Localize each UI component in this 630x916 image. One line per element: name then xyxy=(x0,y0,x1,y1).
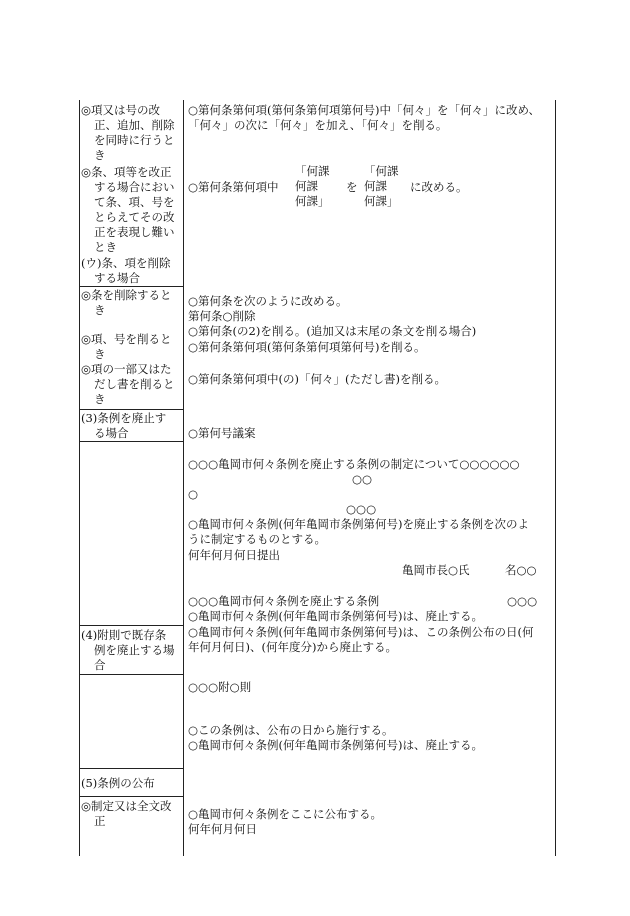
heading-text: ◎条、項等を改正する場合において条、項、号をとらえてその改正を表現し難いとき xyxy=(81,165,175,254)
repeal-title: ○○○亀岡市何々条例を廃止する条例 xyxy=(188,594,380,608)
heading-text: ◎条を削除するとき xyxy=(81,288,172,317)
bill-mayor-name: 名○○ xyxy=(505,563,537,577)
heading-hard-to-express xyxy=(81,165,177,255)
delete-instruction-line: ○第何条(の2)を削る。(追加又は末尾の条文を削る場合) xyxy=(188,324,477,338)
heading-promulgation xyxy=(81,776,177,791)
to-line: 何課」 xyxy=(364,194,399,208)
amend-table-to xyxy=(364,164,399,209)
promulgation-date: 何年何月何日 xyxy=(188,822,257,836)
amend-table-from xyxy=(295,164,330,209)
heading-delete-item xyxy=(81,332,177,362)
table-right-border xyxy=(555,100,556,856)
heading-text: (ウ)条、項を削除する場合 xyxy=(81,256,171,285)
to-line: 何課 xyxy=(364,179,387,193)
amend-instruction-line: ○第何条第何項(第何条第何項第何号)中「何々」を「何々」に改め、 xyxy=(188,103,541,117)
row-divider xyxy=(79,674,184,675)
heading-delete-article-when xyxy=(81,288,177,318)
bill-number: ○第何号議案 xyxy=(188,426,256,440)
amend-instruction-line: 「何々」の次に「何々」を加え、「何々」を削る。 xyxy=(188,118,448,132)
amend-table-wo: を xyxy=(346,180,358,194)
amend-table-suffix: に改める。 xyxy=(410,180,468,194)
delete-instruction-line: ○第何条を次のように改める。 xyxy=(188,294,348,308)
row-divider xyxy=(79,409,184,410)
supplementary-repeal-line: 年何月何日)、(何年度分)から廃止する。 xyxy=(188,640,397,654)
heading-text: (4)附則で既存条例を廃止する場合 xyxy=(81,628,175,672)
from-line: 何課」 xyxy=(295,194,330,208)
bill-marker-center: ○○○ xyxy=(346,502,377,516)
repeal-body: ○亀岡市何々条例(何年亀岡市条例第何号)は、廃止する。 xyxy=(188,609,484,623)
bill-marker: ○ xyxy=(188,487,199,501)
heading-repeal-by-supplementary xyxy=(81,628,177,673)
delete-instruction-line: ○第何条第何項(第何条第何項第何号)を削る。 xyxy=(188,340,426,354)
bill-body-line: ○亀岡市何々条例(何年亀岡市条例第何号)を廃止する条例を次のよ xyxy=(188,517,530,531)
row-divider xyxy=(79,441,184,442)
heading-text: (5)条例の公布 xyxy=(81,776,155,790)
heading-enactment xyxy=(81,799,177,829)
repeal-title-marker: ○○○ xyxy=(507,594,538,608)
bill-body-line: うに制定するものとする。 xyxy=(188,532,326,546)
row-divider xyxy=(79,625,184,626)
heading-delete-article xyxy=(81,256,177,286)
table-column-divider xyxy=(183,100,184,856)
row-divider xyxy=(79,286,184,287)
to-line: 「何課 xyxy=(364,164,399,178)
heading-delete-proviso xyxy=(81,362,177,407)
amend-table-prefix: ○第何条第何項中 xyxy=(188,180,279,194)
supplementary-heading: ○○○附○則 xyxy=(188,680,252,694)
heading-text: ◎項又は号の改正、追加、削除を同時に行うとき xyxy=(81,103,175,162)
table-left-border xyxy=(79,100,80,856)
bill-mayor: 亀岡市長○氏 xyxy=(402,563,470,577)
from-line: 何課 xyxy=(295,179,318,193)
row-divider xyxy=(79,768,184,769)
from-line: 「何課 xyxy=(295,164,330,178)
heading-text: ◎項、号を削るとき xyxy=(81,332,172,361)
delete-instruction-line: ○第何条第何項中(の)「何々」(ただし書)を削る。 xyxy=(188,372,446,386)
delete-instruction-line: 第何条○削除 xyxy=(188,309,256,323)
bill-title-cont: ○○ xyxy=(352,472,373,486)
supplementary-provision: ○この条例は、公布の日から施行する。 xyxy=(188,723,394,737)
heading-text: (3)条例を廃止する場合 xyxy=(81,411,167,440)
row-divider xyxy=(79,796,184,797)
heading-text: ◎制定又は全文改正 xyxy=(81,799,172,828)
supplementary-repeal-line: ○亀岡市何々条例(何年亀岡市条例第何号)は、この条例公布の日(何 xyxy=(188,625,534,639)
heading-text: ◎項の一部又はただし書を削るとき xyxy=(81,362,175,406)
bill-date: 何年何月何日提出 xyxy=(188,548,280,562)
promulgation-line: ○亀岡市何々条例をここに公布する。 xyxy=(188,807,383,821)
heading-simultaneous-amendment xyxy=(81,103,177,163)
heading-repeal-ordinance xyxy=(81,411,177,441)
supplementary-provision: ○亀岡市何々条例(何年亀岡市条例第何号)は、廃止する。 xyxy=(188,738,484,752)
bill-title: ○○○亀岡市何々条例を廃止する条例の制定について○○○○○○ xyxy=(188,457,520,471)
